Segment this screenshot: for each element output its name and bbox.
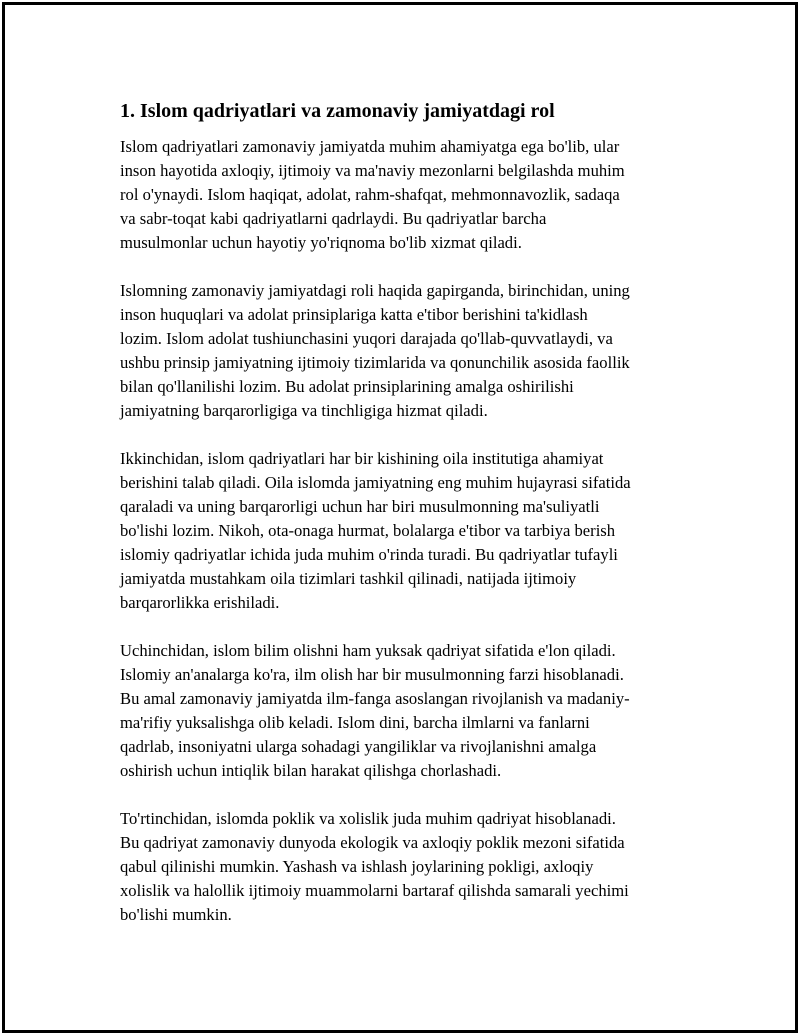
text-line: lozim. Islom adolat tushiunchasini yuqori darajada qo'llab-quvvatlaydi, va [120,329,613,348]
text-line: Ikkinchidan, islom qadriyatlari har bir kishining oila institutiga ahamiyat [120,449,604,468]
text-line: bilan qo'llanilishi lozim. Bu adolat prinsiplarining amalga oshirilishi [120,377,574,396]
text-line: berishini talab qiladi. Oila islomda jamiyatning eng muhim hujayrasi sifatida [120,473,631,492]
text-line: Islom qadriyatlari zamonaviy jamiyatda muhim ahamiyatga ega bo'lib, ular [120,137,620,156]
paragraph-3 [120,447,690,615]
text-line: bo'lishi mumkin. [120,905,232,924]
text-line: barqarorlikka erishiladi. [120,593,280,612]
text-line: To'rtinchidan, islomda poklik va xolislik juda muhim qadriyat hisoblanadi. [120,809,616,828]
text-line: Islomiy an'analarga ko'ra, ilm olish har bir musulmonning farzi hisoblanadi. [120,665,624,684]
paragraph-2 [120,279,690,423]
text-line: qadrlab, insoniyatni ularga sohadagi yangiliklar va rivojlanishni amalga [120,737,597,756]
paragraph-1 [120,135,690,255]
text-line: va sabr-toqat kabi qadriyatlarni qadrlaydi. Bu qadriyatlar barcha [120,209,547,228]
text-line: musulmonlar uchun hayotiy yo'riqnoma bo'lib xizmat qiladi. [120,233,522,252]
section-heading: 1. Islom qadriyatlari va zamonaviy jamiyatdagi rol [120,100,555,122]
text-line: Bu qadriyat zamonaviy dunyoda ekologik va axloqiy poklik mezoni sifatida [120,833,625,852]
text-line: islomiy qadriyatlar ichida juda muhim o'rinda turadi. Bu qadriyatlar tufayli [120,545,618,564]
text-line: Uchinchidan, islom bilim olishni ham yuksak qadriyat sifatida e'lon qiladi. [120,641,616,660]
text-line: inson huquqlari va adolat prinsiplariga katta e'tibor berishini ta'kidlash [120,305,588,324]
text-line: oshirish uchun intiqlik bilan harakat qilishga chorlashadi. [120,761,502,780]
text-line: ma'rifiy yuksalishga olib keladi. Islom dini, barcha ilmlarni va fanlarni [120,713,590,732]
page-frame [2,2,798,1033]
text-line: jamiyatda mustahkam oila tizimlari tashkil qilinadi, natijada ijtimoiy [120,569,577,588]
text-line: ushbu prinsip jamiyatning ijtimoiy tizimlarida va qonunchilik asosida faollik [120,353,630,372]
text-line: xolislik va halollik ijtimoiy muammolarni bartaraf qilishda samarali yechimi [120,881,629,900]
text-line: Bu amal zamonaviy jamiyatda ilm-fanga asoslangan rivojlanish va madaniy- [120,689,630,708]
text-line: inson hayotida axloqiy, ijtimoiy va ma'naviy mezonlarni belgilashda muhim [120,161,625,180]
document-body [120,99,690,951]
text-line: qabul qilinishi mumkin. Yashash va ishlash joylarining pokligi, axloqiy [120,857,594,876]
text-line: bo'lishi lozim. Nikoh, ota-onaga hurmat, bolalarga e'tibor va tarbiya berish [120,521,616,540]
text-line: qaraladi va uning barqarorligi uchun har biri musulmonning ma'suliyatli [120,497,600,516]
text-line: Islomning zamonaviy jamiyatdagi roli haqida gapirganda, birinchidan, uning [120,281,630,300]
paragraph-4 [120,639,690,783]
text-line: rol o'ynaydi. Islom haqiqat, adolat, rahm-shafqat, mehmonnavozlik, sadaqa [120,185,620,204]
paragraph-5 [120,807,690,927]
text-line: jamiyatning barqarorligiga va tinchligiga hizmat qiladi. [120,401,488,420]
